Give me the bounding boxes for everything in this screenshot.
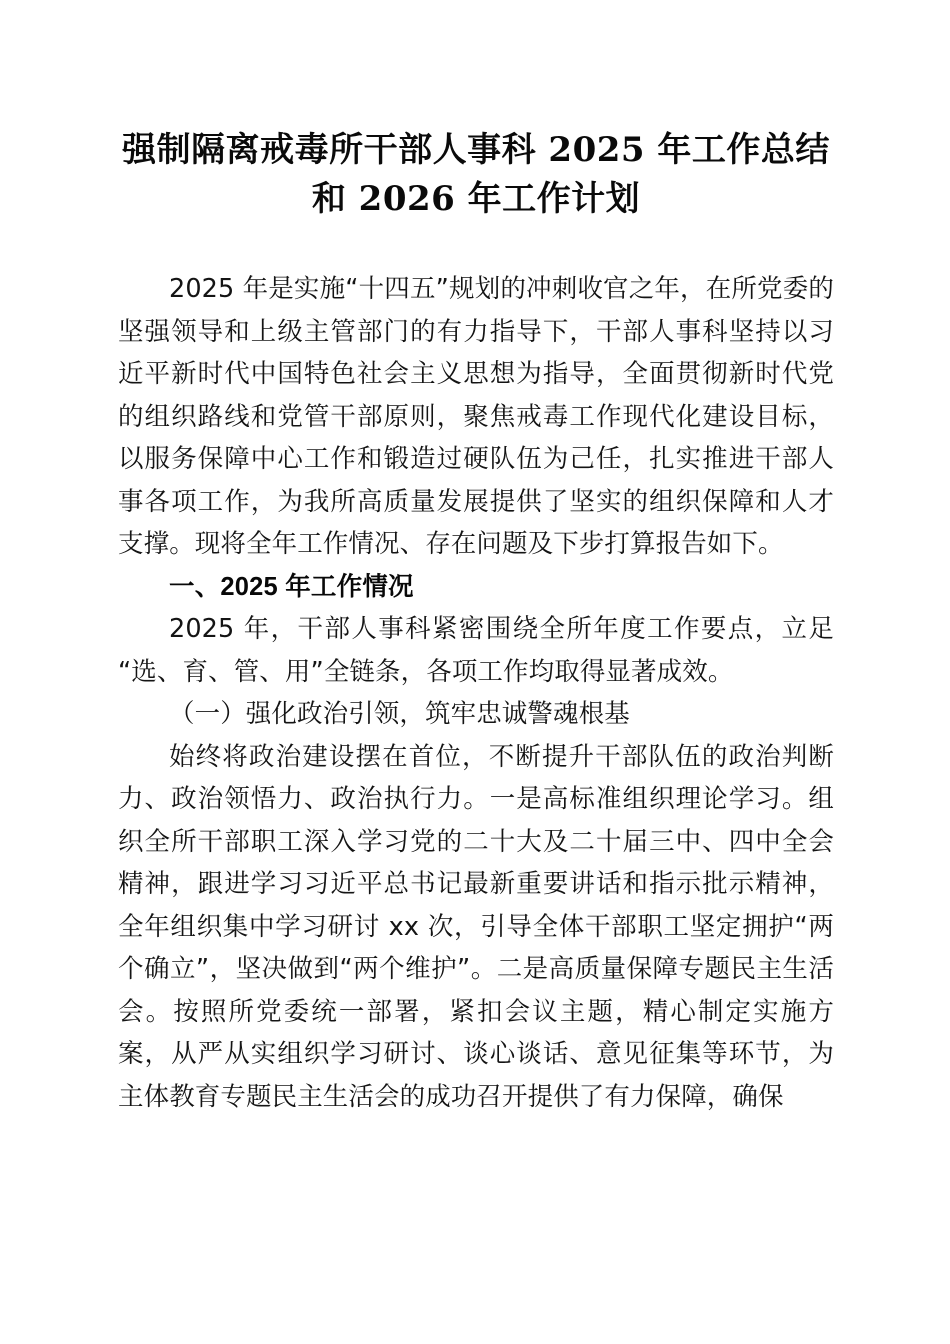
- document-content: [118, 0, 834, 1118]
- opening-paragraph: 2025 年是实施“十四五”规划的冲刺收官之年，在所党委的坚强领导和上级主管部门的有力指导下，干部人事科坚持以习近平新时代中国特色社会主义思想为指导，全面贯彻新时代党的组织路线和党管干部原则，聚焦戒毒工作现代化建设目标，以服务保障中心工作和锻造过硬队伍为己任，扎实推进干部人事各项工作，为我所高质量发展提供了坚实的组织保障和人才支撑。现将全年工作情况、存在问题及下步打算报告如下。: [118, 274, 834, 559]
- document-title: [118, 0, 834, 224]
- subsection-heading-1-1: （一）强化政治引领，筑牢忠诚警魂根基: [169, 699, 630, 729]
- document-title-line-2: 和 2026 年工作计划: [311, 179, 641, 219]
- section-heading-1: 一、2025 年工作情况: [169, 572, 414, 601]
- subsection-1-1-body-paragraph: 始终将政治建设摆在首位，不断提升干部队伍的政治判断力、政治领悟力、政治执行力。一是高标准组织理论学习。组织全所干部职工深入学习党的二十大及二十届三中、四中全会精神，跟进学习习近平总书记最新重要讲话和指示批示精神，全年组织集中学习研讨 xx 次，引导全体干部职工坚定拥护“两个确立”，坚决做到“两个维护”。二是高质量保障专题民主生活会。按照所党委统一部署，紧扣会议主题，精心制定实施方案，从严从实组织学习研讨、谈心谈话、意见征集等环节，为主体教育专题民主生活会的成功召开提供了有力保障，确保: [118, 741, 834, 1112]
- document-title-line-1: 强制隔离戒毒所干部人事科 2025 年工作总结: [122, 130, 830, 170]
- section-1-intro-paragraph: 2025 年，干部人事科紧密围绕全所年度工作要点，立足“选、育、管、用”全链条，各项工作均取得显著成效。: [118, 614, 834, 687]
